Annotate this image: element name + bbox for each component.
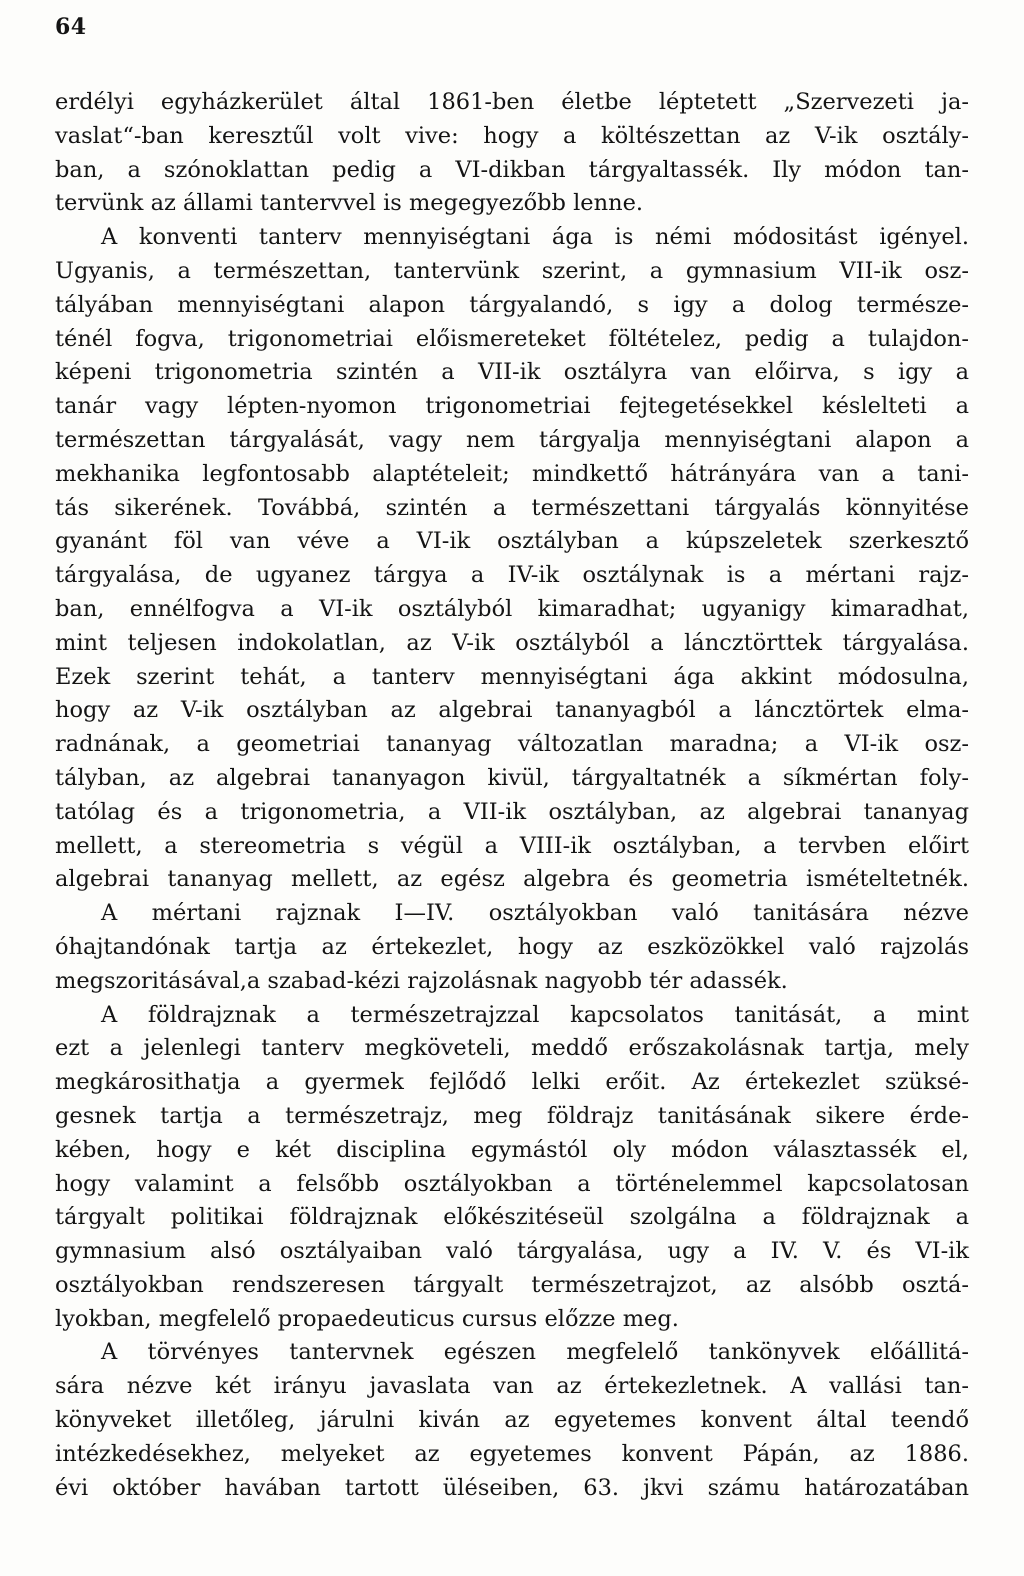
text-line: A mértani rajznak I—IV. osztályokban való tanitására nézve [101,900,969,927]
text-line: könyveket illetőleg, járulni kiván az egyetemes konvent által teendő [55,1407,969,1434]
text-line: ténél fogva, trigonometriai előismereteket föltételez, pedig a tulajdon- [55,325,969,352]
text-line: gesnek tartja a természetrajz, meg földrajz tanitásának sikere érde- [55,1102,969,1129]
text-line: mint teljesen indokolatlan, az V-ik osztályból a láncztörttek tárgyalása. [55,629,969,656]
text-line: osztályokban rendszeresen tárgyalt természetrajzot, az alsóbb osztá- [55,1271,969,1298]
text-line: tás sikerének. Továbbá, szintén a természettani tárgyalás könnyitése [55,494,969,521]
text-line: A törvényes tantervnek egészen megfelelő tankönyvek előállitá- [101,1339,969,1366]
text-line: megkárosithatja a gyermek fejlődő lelki erőit. Az értekezlet szüksé- [55,1069,969,1096]
text-line: kében, hogy e két disciplina egymástól oly módon választassék el, [55,1136,969,1163]
text-line: tatólag és a trigonometria, a VII-ik osztályban, az algebrai tananyag [55,798,969,825]
paragraph [55,1336,969,1505]
text-line: ban, a szónoklattan pedig a VI-dikban tárgyaltassék. Ily módon tan- [55,156,969,183]
text-line: A földrajznak a természetrajzzal kapcsolatos tanitását, a mint [101,1001,969,1028]
text-line: lyokban, megfelelő propaedeuticus cursus előzze meg. [55,1305,679,1332]
text-line: mellett, a stereometria s végül a VIII-ik osztályban, a tervben előirt [55,832,969,859]
page-number: 64 [55,14,87,40]
body-text [55,86,969,1505]
text-line: gyanánt föl van véve a VI-ik osztályban a kúpszeletek szerkesztő [55,528,969,555]
text-line: tervünk az állami tantervvel is megegyezőbb lenne. [55,190,644,217]
text-line: gymnasium alsó osztályaiban való tárgyalása, ugy a IV. V. és VI-ik [55,1238,969,1265]
text-line: hogy az V-ik osztályban az algebrai tananyagból a láncztörtek elma- [55,697,969,724]
text-line: hogy valamint a felsőbb osztályokban a történelemmel kapcsolatosan [55,1170,969,1197]
text-line: évi október havában tartott üléseiben, 63. jkvi számu határozatában [55,1474,969,1501]
text-line: tályában mennyiségtani alapon tárgyalandó, s igy a dolog természe- [55,291,969,318]
text-line: vaslat“-ban keresztűl volt vive: hogy a költészettan az V-ik osztály- [55,122,969,149]
text-line: erdélyi egyházkerület által 1861-ben életbe léptetett „Szervezeti ja- [55,89,969,115]
text-line: óhajtandónak tartja az értekezlet, hogy az eszközökkel való rajzolás [55,933,969,960]
text-line: mekhanika legfontosabb alaptételeit; mindkettő hátrányára van a tani- [55,460,969,487]
text-line: tanár vagy lépten-nyomon trigonometriai fejtegetésekkel késlelteti a [55,393,969,420]
text-line: intézkedésekhez, melyeket az egyetemes konvent Pápán, az 1886. [55,1440,969,1467]
text-line: sára nézve két irányu javaslata van az értekezletnek. A vallási tan- [55,1373,969,1400]
paragraph [55,897,969,998]
text-line: A konventi tanterv mennyiségtani ága is némi módositást igényel. [101,224,969,251]
text-line: algebrai tananyag mellett, az egész algebra és geometria ismételtetnék. [55,866,969,893]
paragraph [55,221,969,897]
text-line: tárgyalása, de ugyanez tárgya a IV-ik osztálynak is a mértani rajz- [55,562,969,589]
text-line: ezt a jelenlegi tanterv megköveteli, meddő erőszakolásnak tartja, mely [55,1035,969,1062]
text-line: megszoritásával,a szabad-kézi rajzolásnak nagyobb tér adassék. [55,967,788,994]
text-line: ban, ennélfogva a VI-ik osztályból kimaradhat; ugyanigy kimaradhat, [55,595,969,622]
text-line: Ugyanis, a természettan, tantervünk szerint, a gymnasium VII-ik osz- [55,257,969,284]
paragraph [55,86,969,221]
text-line: természettan tárgyalását, vagy nem tárgyalja mennyiségtani alapon a [55,426,969,453]
text-line: radnának, a geometriai tananyag változatlan maradna; a VI-ik osz- [55,731,969,758]
text-line: tályban, az algebrai tananyagon kivül, tárgyaltatnék a síkmértan foly- [55,764,969,791]
paragraph [55,999,969,1337]
text-line: képeni trigonometria szintén a VII-ik osztályra van előirva, s igy a [55,359,969,386]
text-line: Ezek szerint tehát, a tanterv mennyiségtani ága akkint módosulna, [55,663,969,690]
text-line: tárgyalt politikai földrajznak előkészitéseül szolgálna a földrajznak a [55,1204,969,1231]
